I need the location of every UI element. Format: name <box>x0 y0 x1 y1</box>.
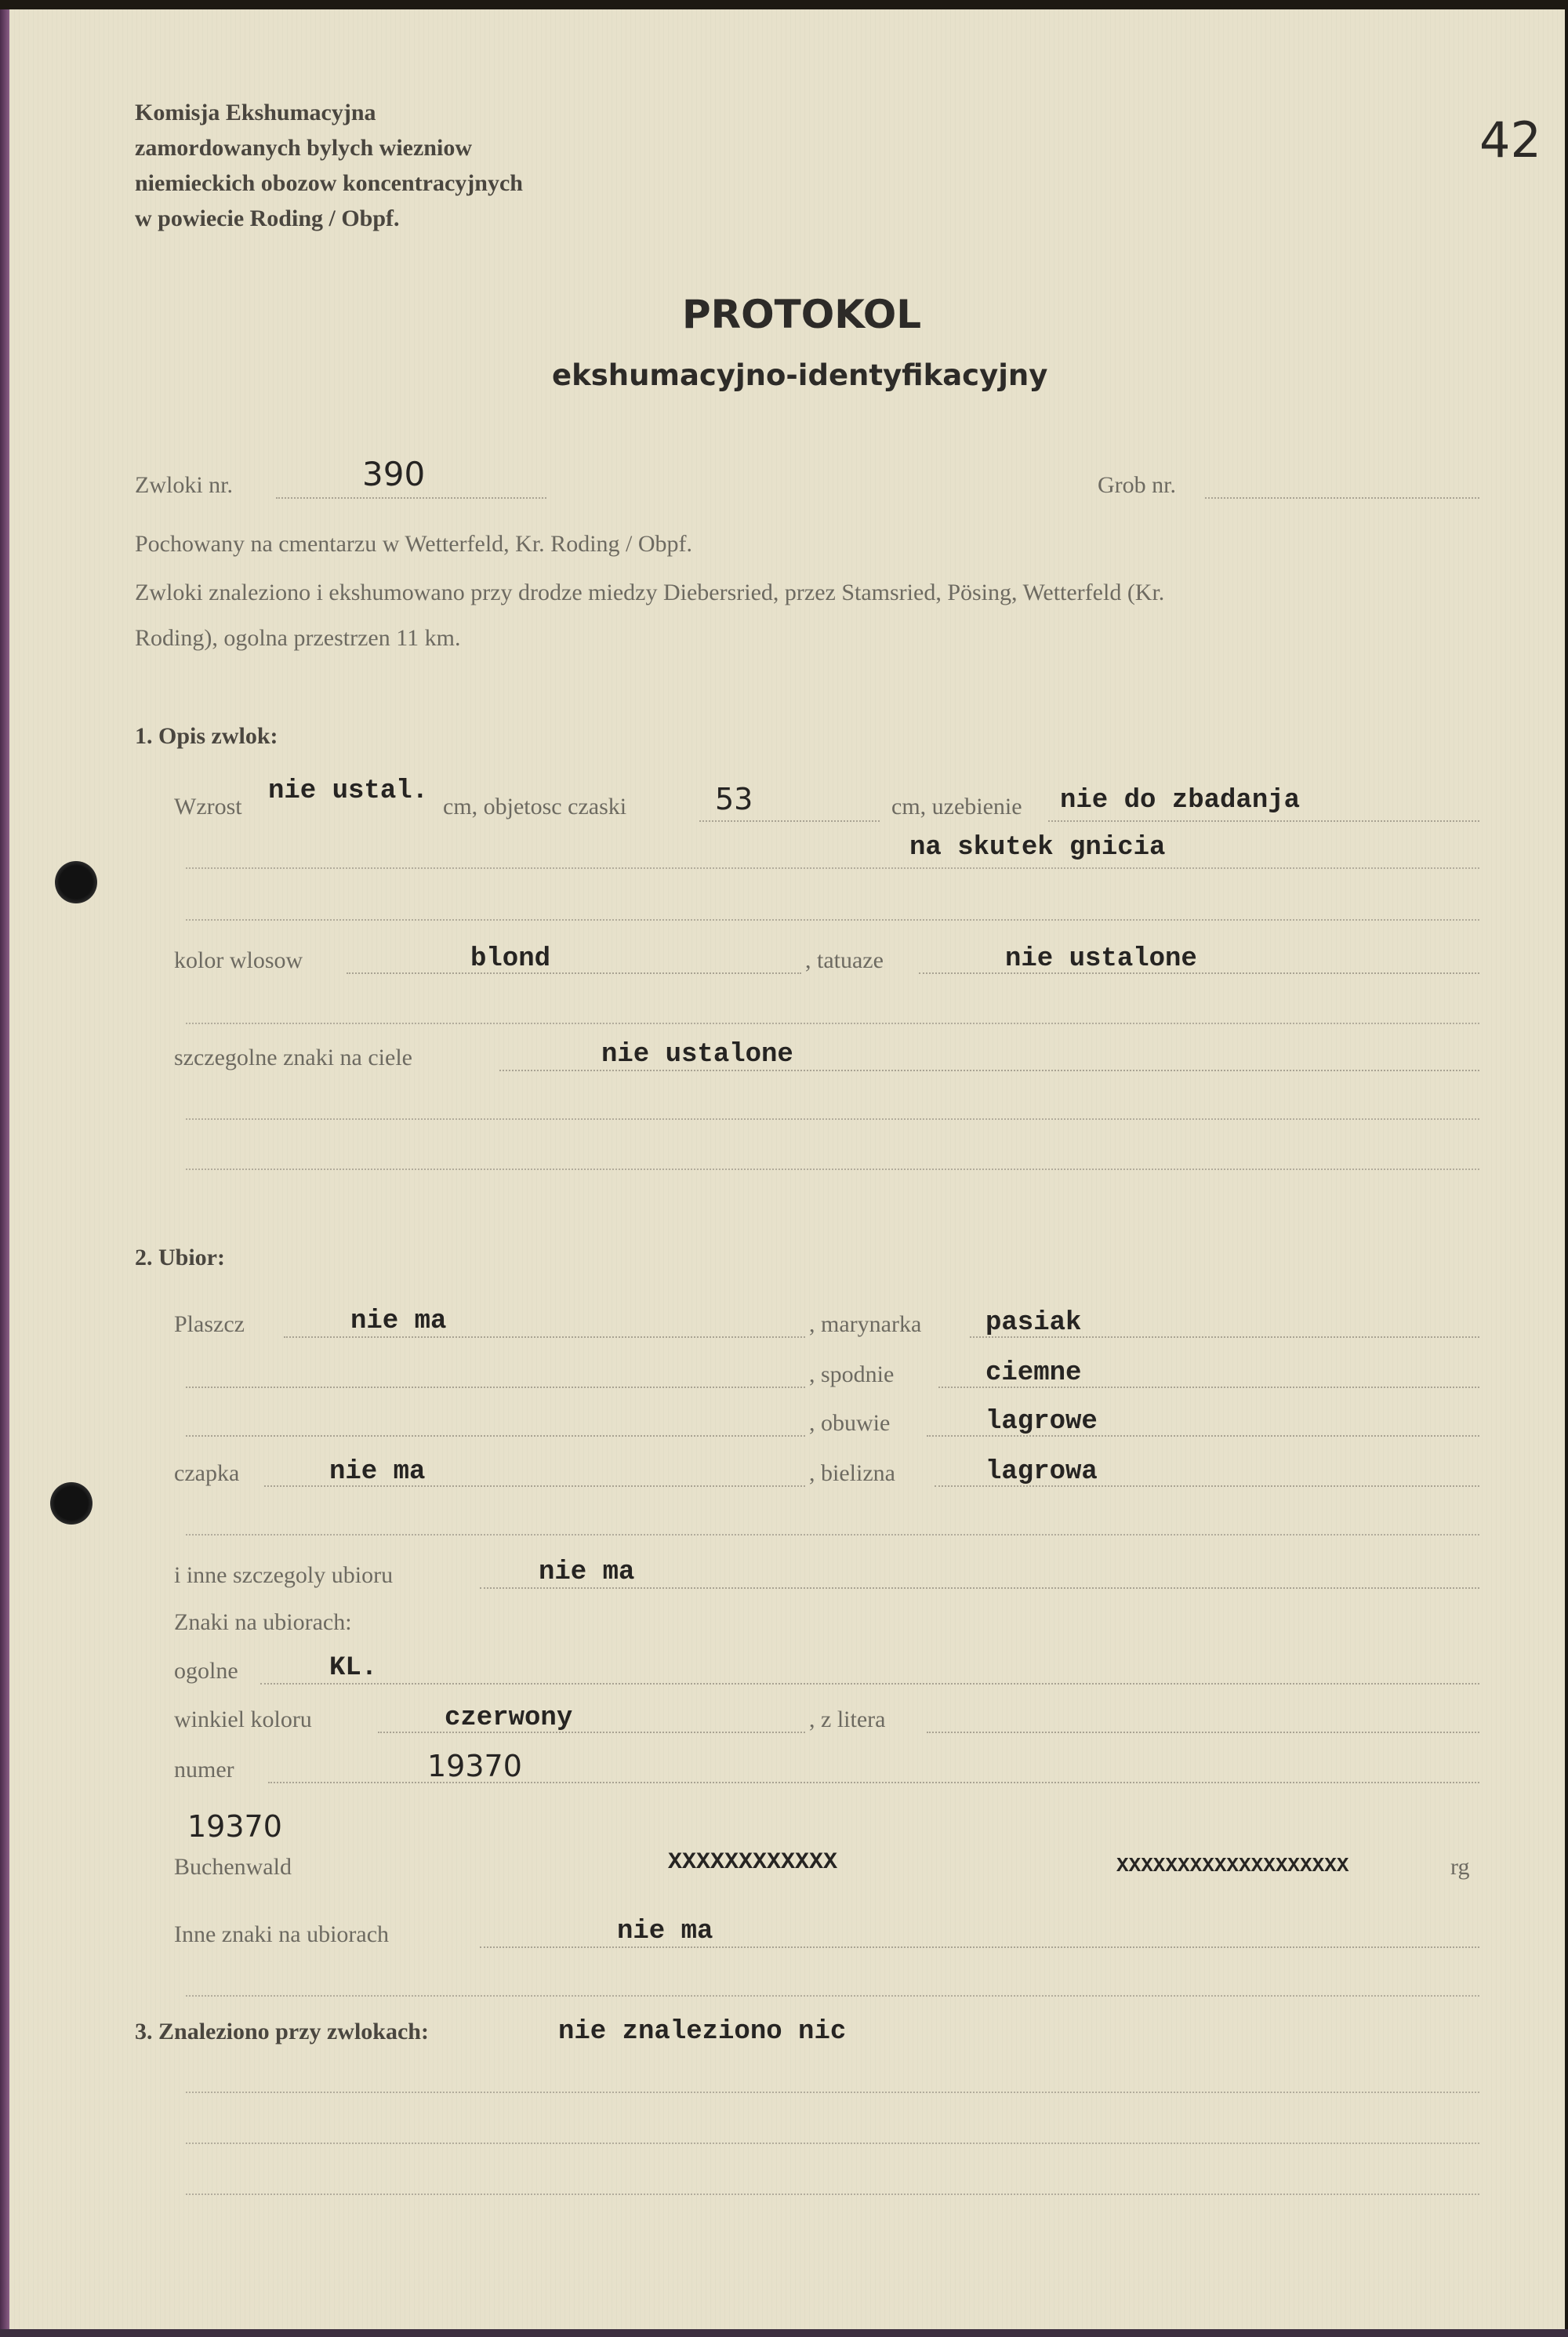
ogolne-value: KL. <box>329 1653 378 1683</box>
paper-edge-top <box>0 0 1568 9</box>
szczegolne-znaki-value: nie ustalone <box>601 1040 793 1070</box>
struck-out-text-1: XXXXXXXXXXXX <box>668 1849 838 1876</box>
czapka-label: czapka <box>174 1460 240 1486</box>
header-line-2: zamordowanych bylych wiezniow <box>135 135 472 161</box>
winkiel-koloru-label: winkiel koloru <box>174 1706 312 1732</box>
uzebienie-value: nie do zbadanja <box>1060 786 1301 816</box>
inne-znaki-value: nie ma <box>617 1917 713 1946</box>
punch-hole-upper <box>55 861 97 903</box>
document-title: PROTOKOL <box>682 292 922 337</box>
header-line-4: w powiecie Roding / Obpf. <box>135 205 400 231</box>
plaszcz-value: nie ma <box>350 1307 447 1336</box>
inne-szczegoly-value: nie ma <box>539 1557 635 1587</box>
marynarka-value: pasiak <box>985 1308 1082 1338</box>
bielizna-label: , bielizna <box>809 1460 895 1486</box>
numer-value: 19370 <box>427 1749 522 1783</box>
z-litera-label: , z litera <box>809 1706 886 1732</box>
header-line-3: niemieckich obozow koncentracyjnych <box>135 170 523 196</box>
tatuaze-label: , tatuaze <box>805 947 884 973</box>
plaszcz-label: Plaszcz <box>174 1311 245 1337</box>
document-page <box>9 9 1565 2329</box>
numer-label: numer <box>174 1757 234 1783</box>
tatuaze-value: nie ustalone <box>1005 944 1197 974</box>
burial-line-3: Roding), ogolna przestrzen 11 km. <box>135 625 461 651</box>
page-number: 42 <box>1479 111 1541 169</box>
wzrost-value: nie ustal. <box>268 776 429 806</box>
inne-znaki-label: Inne znaki na ubiorach <box>174 1921 390 1947</box>
uzebienie-value-2: na skutek gnicia <box>909 833 1166 863</box>
czapka-value: nie ma <box>329 1457 426 1487</box>
numer-value-2: 19370 <box>187 1809 282 1844</box>
document-subtitle: ekshumacyjno-identyfikacyjny <box>552 358 1048 392</box>
punch-hole-lower <box>50 1482 93 1525</box>
paper-edge-bottom <box>0 2329 1568 2337</box>
winkiel-koloru-value: czerwony <box>445 1703 573 1733</box>
section-2-heading: 2. Ubior: <box>135 1245 225 1270</box>
section-1-heading: 1. Opis zwlok: <box>135 723 278 749</box>
znaki-na-ubiorach-heading: Znaki na ubiorach: <box>174 1609 352 1635</box>
paper-edge-left <box>0 0 9 2337</box>
burial-line-1: Pochowany na cmentarzu w Wetterfeld, Kr. Roding / Obpf. <box>135 531 693 557</box>
marynarka-label: , marynarka <box>809 1311 922 1337</box>
grob-label: Grob nr. <box>1098 472 1176 498</box>
czaska-value: 53 <box>715 782 753 816</box>
buchenwald-label: Buchenwald <box>174 1854 292 1880</box>
szczegolne-znaki-label: szczegolne znaki na ciele <box>174 1045 412 1070</box>
struck-out-text-2: XXXXXXXXXXXXXXXXXXX <box>1116 1854 1349 1877</box>
wzrost-label: Wzrost <box>174 794 242 820</box>
kolor-wlosow-value: blond <box>470 944 551 974</box>
header-line-1: Komisja Ekshumacyjna <box>135 100 376 125</box>
objetosc-czaski-label: cm, objetosc czaski <box>443 794 627 820</box>
burial-line-2: Zwloki znaleziono i ekshumowano przy drodze miedzy Diebersried, przez Stamsried, Pösing, Wetterfeld (Kr. <box>135 580 1165 605</box>
zwloki-value: 390 <box>362 455 426 493</box>
ogolne-label: ogolne <box>174 1658 238 1684</box>
uzebienie-label: cm, uzebienie <box>891 794 1022 820</box>
spodnie-label: , spodnie <box>809 1361 895 1387</box>
kolor-wlosow-label: kolor wlosow <box>174 947 303 973</box>
section-3-heading: 3. Znaleziono przy zwlokach: <box>135 2019 429 2044</box>
zwloki-label: Zwloki nr. <box>135 472 233 498</box>
inne-szczegoly-label: i inne szczegoly ubioru <box>174 1562 394 1588</box>
spodnie-value: ciemne <box>985 1358 1082 1388</box>
obuwie-value: lagrowe <box>985 1407 1098 1437</box>
section-3-value: nie znaleziono nic <box>558 2017 847 2047</box>
struck-out-suffix: rg <box>1450 1854 1470 1880</box>
bielizna-value: lagrowa <box>985 1457 1098 1487</box>
obuwie-label: , obuwie <box>809 1410 891 1436</box>
